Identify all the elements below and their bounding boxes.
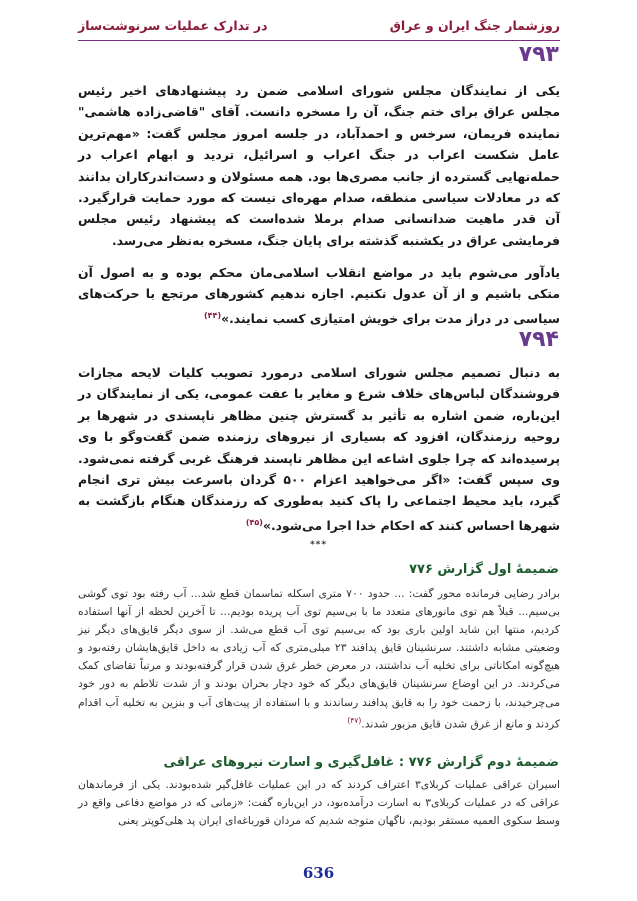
book-title: روزشمار جنگ ایران و عراق bbox=[389, 17, 560, 33]
appendix-body: اسیران عراقی عملیات کربلای۳ اعتراف کردند که در این عملیات غافل‌گیر شده‌بودند. یکی از فرماندهان عراقی که در عملیات کربلای۳ به اسارت درآمده‌بود، در این‌باره گفت: «زمانی که در مواضع دفاعی واقع در وسط سکوی العمیه مستقر بودیم، ناگهان متوجه شدیم که مردان قورباغه‌ای ایران پد هلی‌کوپتر یعنی bbox=[78, 778, 561, 828]
chapter-title: در تدارک عملیات سرنوشت‌ساز bbox=[78, 17, 268, 33]
entry-number-793: ۷۹۳ bbox=[518, 42, 559, 67]
section-separator: *** bbox=[309, 540, 328, 550]
page-number: 636 bbox=[302, 864, 335, 882]
footnote-ref: (۴۵) bbox=[245, 517, 263, 527]
entry-793-paragraph-2 bbox=[78, 262, 560, 329]
paragraph-text: به دنبال تصمیم مجلس شورای اسلامی درمورد تصویب کلیات لایحه مجازات فروشندگان لباس‌های خلاف شرع و مغایر با عفت عمومی، یکی از نمایندگان در این‌باره، ضمن اشاره به تأثیر بد گسترش چنین مظاهر ناپسندی در شهرها بر روحیه رزمندگان، افزود که بسیاری از نیروهای رزمنده ضمن گفت‌وگو با وی پرسیده‌اند که چرا جلوی اشاعه این مظاهر ناپسند فرهنگ غربی گرفته نمی‌شود. وی سپس گفت: «اگر می‌خواهید اعزام ۵۰۰ گردان باسرعت بیش تری انجام گیرد، باید محیط اجتماعی را پاک کنید به‌طوری که رزمندگان هنگام بازگشت به شهرها احساس کنند که احکام خدا اجرا می‌شود.» bbox=[78, 365, 561, 533]
footnote-ref: (۴۷) bbox=[347, 715, 362, 725]
paragraph-text: یکی از نمایندگان مجلس شورای اسلامی ضمن رد پیشنهادهای اخیر رئیس مجلس عراق برای ختم جنگ، آن را مسخره دانست. آقای "قاضی‌زاده هاشمی" نماینده فریمان، سرخس و احمدآباد، در جلسه امروز مجلس گفت: «مهم‌ترین عامل شکست اعراب در جنگ اعراب و اسرائیل، تردید و ابهام اعراب در حمله‌نهایی گسترده از جانب مصری‌ها بود. همه مسئولان و دست‌اندرکاران بدانند که در معادلات سیاسی منطقه، صدام مهره‌ای نیست که مورد حمایت قرارگیرد. آن قدر ماهیت ضدانسانی صدام برملا شده‌است که پیشنهاد رئیس مجلس فرمایشی عراق در یکشنبه گذشته برای پایان جنگ، مسخره به‌نظر می‌رسد. bbox=[78, 83, 560, 248]
page-header bbox=[78, 10, 560, 41]
appendix-1-title: ضمیمهٔ اول گزارش ۷۷۶ bbox=[409, 562, 559, 577]
footnote-ref: (۴۴) bbox=[204, 310, 222, 320]
entry-794-paragraph-1 bbox=[78, 362, 560, 536]
paragraph-text: یادآور می‌شوم باید در مواضع انقلاب اسلامی‌مان محکم بوده و به اصول آن متکی باشیم و از آن عدول نکنیم. اجازه ندهیم کشورهای مرتجع با حرکت‌های سیاسی در دراز مدت برای خویش امتیازی کسب نمایند.» bbox=[78, 265, 560, 326]
appendix-1-text bbox=[78, 585, 560, 733]
appendix-2-title: ضمیمهٔ دوم گزارش ۷۷۶ : غافل‌گیری و اسارت نیروهای عراقی bbox=[163, 755, 559, 770]
appendix-2-text bbox=[78, 776, 560, 830]
entry-number-794: ۷۹۴ bbox=[518, 327, 559, 352]
appendix-body: برادر رضایی فرمانده محور گفت: ... حدود ۷۰۰ متری اسکله تماسمان قطع شد... آب رفته بود توی گوشی بی‌سیم... قبلاً هم توی مانورهای متعدد ما با بی‌سیم توی آب پریده بودیم... تا آخرین لحظه از آنها استفاده کردیم، منتها این شاید اولین باری بود که بی‌سیم توی آب قطع می‌شد. از سوی دیگر قایق‌های دیگر نیز وضعیتی مشابه داشتند. سرنشینان قایق پدافند ۲۳ میلی‌متری که آب زیادی به داخل قایق‌هایشان رفته‌بود و هیچ‌گونه امکاناتی برای تخلیه آب نداشتند، در معرض خطر غرق شدن قرار گرفته‌بودند و مرتباً تقاضای کمک می‌کردند. در این اوضاع سرنشینان قایق‌های دیگر که خود دچار بحران بودند و از شدت تلاطم به دور خود می‌چرخیدند، با زحمت خود را به قایق پدافند رساندند و با استفاده از پیت‌های آب و بنزین به تخلیه آب اقدام کردند و مانع از غرق شدن قایق مزبور شدند. bbox=[78, 587, 561, 731]
entry-793-paragraph-1 bbox=[78, 80, 560, 251]
